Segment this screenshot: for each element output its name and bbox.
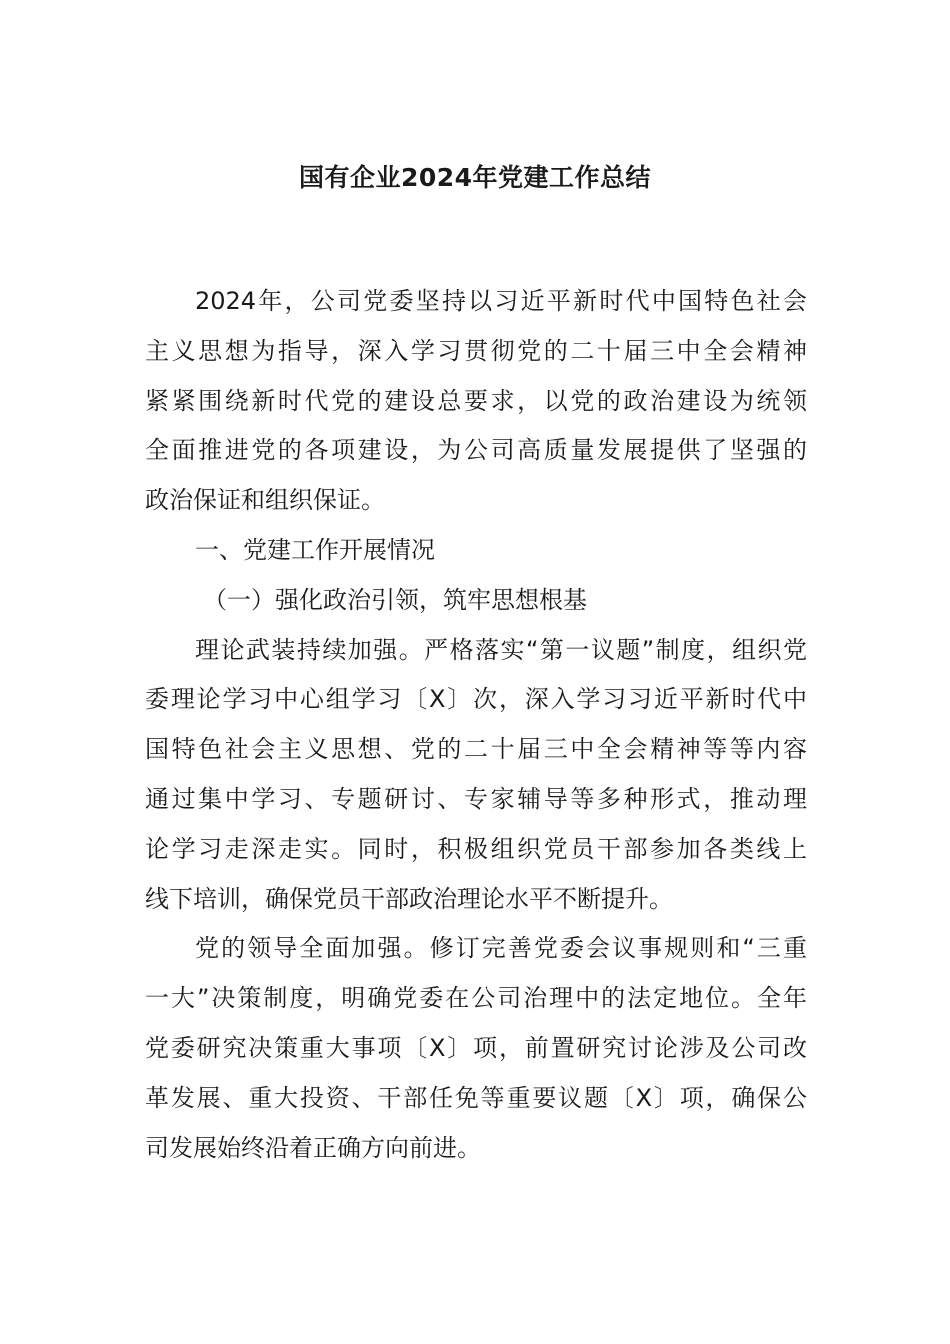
text-line: 革发展、重大投资、干部任免等重要议题〔X〕项，确保公	[145, 1083, 807, 1112]
paragraph-intro	[145, 277, 807, 526]
text-line: 理论武装持续加强。严格落实“第一议题”制度，组织党	[195, 635, 807, 664]
text-line: 紧紧围绕新时代党的建设总要求，以党的政治建设为统领	[145, 386, 807, 415]
text-line: 党委研究决策重大事项〔X〕项，前置研究讨论涉及公司改	[145, 1033, 807, 1062]
text-line: 委理论学习中心组学习〔X〕次，深入学习习近平新时代中	[145, 685, 807, 714]
text-line: 司发展始终沿着正确方向前进。	[145, 1133, 481, 1162]
text-line: 主义思想为指导，深入学习贯彻党的二十届三中全会精神	[145, 336, 807, 365]
heading-line: 一、党建工作开展情况	[195, 535, 435, 564]
paragraph-leadership	[145, 924, 807, 1173]
section-heading	[145, 526, 807, 576]
text-line: 一大”决策制度，明确党委在公司治理中的法定地位。全年	[145, 984, 807, 1013]
subsection-heading	[145, 576, 807, 626]
subheading-line: （一）强化政治引领，筑牢思想根基	[203, 585, 587, 614]
document-body	[145, 277, 807, 1173]
text-line: 党的领导全面加强。修订完善党委会议事规则和“三重	[195, 934, 807, 963]
text-line: 线下培训，确保党员干部政治理论水平不断提升。	[145, 884, 673, 913]
paragraph-theory	[145, 626, 807, 925]
text-line: 国特色社会主义思想、党的二十届三中全会精神等等内容	[145, 735, 807, 764]
text-line: 通过集中学习、专题研讨、专家辅导等多种形式，推动理	[145, 784, 807, 813]
text-line: 2024年，公司党委坚持以习近平新时代中国特色社会	[195, 287, 807, 315]
text-line: 全面推进党的各项建设，为公司高质量发展提供了坚强的	[145, 436, 807, 465]
text-line: 论学习走深走实。同时，积极组织党员干部参加各类线上	[145, 834, 807, 863]
document-title: 国有企业2024年党建工作总结	[298, 163, 652, 192]
text-line: 政治保证和组织保证。	[145, 486, 385, 515]
